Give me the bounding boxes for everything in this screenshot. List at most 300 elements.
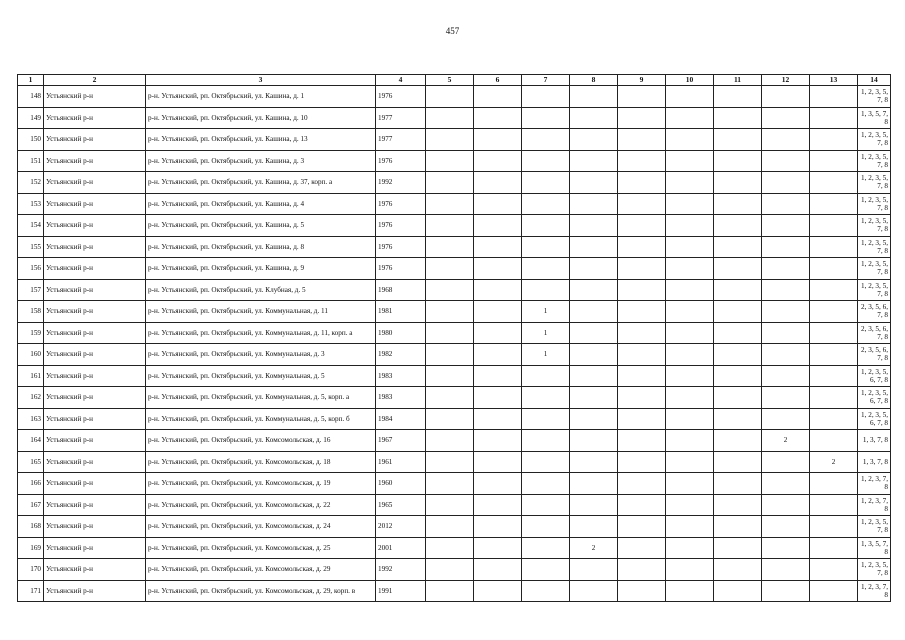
col11-cell bbox=[714, 365, 762, 387]
year-cell: 1980 bbox=[376, 322, 426, 344]
col8-cell bbox=[570, 129, 618, 151]
table-row bbox=[18, 559, 891, 581]
col8-cell: 2 bbox=[570, 537, 618, 559]
row-number-cell: 149 bbox=[18, 107, 44, 129]
col5-cell bbox=[426, 322, 474, 344]
col8-cell bbox=[570, 236, 618, 258]
col9-cell bbox=[618, 516, 666, 538]
col10-cell bbox=[666, 451, 714, 473]
col14-cell: 2, 3, 5, 6, 7, 8 bbox=[858, 301, 891, 323]
col10-cell bbox=[666, 580, 714, 602]
col10-cell bbox=[666, 129, 714, 151]
table-row bbox=[18, 537, 891, 559]
col10-cell bbox=[666, 344, 714, 366]
col6-cell bbox=[474, 86, 522, 108]
table-row bbox=[18, 473, 891, 495]
col10-cell bbox=[666, 236, 714, 258]
col7-cell bbox=[522, 494, 570, 516]
col10-cell bbox=[666, 301, 714, 323]
col13-cell bbox=[810, 172, 858, 194]
column-header: 10 bbox=[666, 75, 714, 86]
col6-cell bbox=[474, 580, 522, 602]
table-row bbox=[18, 344, 891, 366]
col14-cell: 1, 2, 3, 5, 7, 8 bbox=[858, 193, 891, 215]
col5-cell bbox=[426, 344, 474, 366]
year-cell: 1977 bbox=[376, 107, 426, 129]
col12-cell bbox=[762, 580, 810, 602]
col12-cell bbox=[762, 172, 810, 194]
district-cell: Устьянский р-н bbox=[44, 279, 146, 301]
col9-cell bbox=[618, 172, 666, 194]
col12-cell bbox=[762, 86, 810, 108]
address-cell: р-н. Устьянский, рп. Октябрьский, ул. Кашина, д. 10 bbox=[146, 107, 376, 129]
col14-cell: 1, 2, 3, 7, 8 bbox=[858, 494, 891, 516]
district-cell: Устьянский р-н bbox=[44, 408, 146, 430]
col12-cell bbox=[762, 279, 810, 301]
col13-cell bbox=[810, 387, 858, 409]
address-cell: р-н. Устьянский, рп. Октябрьский, ул. Кашина, д. 8 bbox=[146, 236, 376, 258]
district-cell: Устьянский р-н bbox=[44, 365, 146, 387]
col11-cell bbox=[714, 86, 762, 108]
col8-cell bbox=[570, 193, 618, 215]
col6-cell bbox=[474, 193, 522, 215]
district-cell: Устьянский р-н bbox=[44, 172, 146, 194]
col7-cell bbox=[522, 215, 570, 237]
col12-cell bbox=[762, 150, 810, 172]
col10-cell bbox=[666, 537, 714, 559]
col13-cell bbox=[810, 150, 858, 172]
column-header: 8 bbox=[570, 75, 618, 86]
col13-cell bbox=[810, 129, 858, 151]
col6-cell bbox=[474, 559, 522, 581]
col14-cell: 1, 3, 5, 7, 8 bbox=[858, 537, 891, 559]
col6-cell bbox=[474, 258, 522, 280]
col12-cell bbox=[762, 258, 810, 280]
district-cell: Устьянский р-н bbox=[44, 580, 146, 602]
col7-cell bbox=[522, 365, 570, 387]
housing-registry-table bbox=[17, 74, 891, 602]
col7-cell bbox=[522, 451, 570, 473]
column-header: 11 bbox=[714, 75, 762, 86]
year-cell: 1960 bbox=[376, 473, 426, 495]
address-cell: р-н. Устьянский, рп. Октябрьский, ул. Коммунальная, д. 5, корп. а bbox=[146, 387, 376, 409]
col14-cell: 1, 2, 3, 5, 7, 8 bbox=[858, 258, 891, 280]
district-cell: Устьянский р-н bbox=[44, 107, 146, 129]
table-row bbox=[18, 494, 891, 516]
year-cell: 2012 bbox=[376, 516, 426, 538]
table-row bbox=[18, 258, 891, 280]
column-header: 14 bbox=[858, 75, 891, 86]
col7-cell bbox=[522, 107, 570, 129]
col5-cell bbox=[426, 236, 474, 258]
year-cell: 1981 bbox=[376, 301, 426, 323]
col12-cell bbox=[762, 408, 810, 430]
col13-cell bbox=[810, 473, 858, 495]
col13-cell bbox=[810, 236, 858, 258]
row-number-cell: 161 bbox=[18, 365, 44, 387]
col8-cell bbox=[570, 322, 618, 344]
year-cell: 1992 bbox=[376, 172, 426, 194]
col6-cell bbox=[474, 387, 522, 409]
col9-cell bbox=[618, 559, 666, 581]
col11-cell bbox=[714, 322, 762, 344]
col5-cell bbox=[426, 215, 474, 237]
address-cell: р-н. Устьянский, рп. Октябрьский, ул. Коммунальная, д. 3 bbox=[146, 344, 376, 366]
col8-cell bbox=[570, 430, 618, 452]
col6-cell bbox=[474, 322, 522, 344]
col13-cell bbox=[810, 258, 858, 280]
col5-cell bbox=[426, 150, 474, 172]
col14-cell: 1, 2, 3, 5, 6, 7, 8 bbox=[858, 365, 891, 387]
col6-cell bbox=[474, 236, 522, 258]
col8-cell bbox=[570, 150, 618, 172]
col13-cell bbox=[810, 107, 858, 129]
col12-cell bbox=[762, 322, 810, 344]
row-number-cell: 153 bbox=[18, 193, 44, 215]
row-number-cell: 162 bbox=[18, 387, 44, 409]
col13-cell bbox=[810, 344, 858, 366]
col13-cell bbox=[810, 580, 858, 602]
col8-cell bbox=[570, 258, 618, 280]
col8-cell bbox=[570, 86, 618, 108]
row-number-cell: 166 bbox=[18, 473, 44, 495]
col8-cell bbox=[570, 172, 618, 194]
col12-cell bbox=[762, 215, 810, 237]
col7-cell bbox=[522, 236, 570, 258]
address-cell: р-н. Устьянский, рп. Октябрьский, ул. Комсомольская, д. 18 bbox=[146, 451, 376, 473]
district-cell: Устьянский р-н bbox=[44, 301, 146, 323]
col10-cell bbox=[666, 559, 714, 581]
district-cell: Устьянский р-н bbox=[44, 193, 146, 215]
col6-cell bbox=[474, 344, 522, 366]
col12-cell bbox=[762, 451, 810, 473]
col13-cell bbox=[810, 322, 858, 344]
col13-cell bbox=[810, 408, 858, 430]
col9-cell bbox=[618, 107, 666, 129]
column-header: 9 bbox=[618, 75, 666, 86]
col8-cell bbox=[570, 301, 618, 323]
address-cell: р-н. Устьянский, рп. Октябрьский, ул. Комсомольская, д. 16 bbox=[146, 430, 376, 452]
address-cell: р-н. Устьянский, рп. Октябрьский, ул. Комсомольская, д. 24 bbox=[146, 516, 376, 538]
address-cell: р-н. Устьянский, рп. Октябрьский, ул. Комсомольская, д. 19 bbox=[146, 473, 376, 495]
col8-cell bbox=[570, 473, 618, 495]
row-number-cell: 156 bbox=[18, 258, 44, 280]
col9-cell bbox=[618, 387, 666, 409]
col5-cell bbox=[426, 516, 474, 538]
col11-cell bbox=[714, 279, 762, 301]
column-header: 7 bbox=[522, 75, 570, 86]
district-cell: Устьянский р-н bbox=[44, 537, 146, 559]
col14-cell: 1, 2, 3, 5, 7, 8 bbox=[858, 86, 891, 108]
row-number-cell: 160 bbox=[18, 344, 44, 366]
col5-cell bbox=[426, 387, 474, 409]
table-row bbox=[18, 408, 891, 430]
col8-cell bbox=[570, 215, 618, 237]
col9-cell bbox=[618, 129, 666, 151]
row-number-cell: 168 bbox=[18, 516, 44, 538]
col11-cell bbox=[714, 451, 762, 473]
col9-cell bbox=[618, 258, 666, 280]
col9-cell bbox=[618, 193, 666, 215]
col11-cell bbox=[714, 516, 762, 538]
col10-cell bbox=[666, 150, 714, 172]
col5-cell bbox=[426, 473, 474, 495]
col14-cell: 1, 2, 3, 5, 7, 8 bbox=[858, 559, 891, 581]
table-row bbox=[18, 322, 891, 344]
col12-cell bbox=[762, 473, 810, 495]
address-cell: р-н. Устьянский, рп. Октябрьский, ул. Кашина, д. 1 bbox=[146, 86, 376, 108]
col13-cell bbox=[810, 516, 858, 538]
table-row bbox=[18, 86, 891, 108]
col14-cell: 1, 2, 3, 5, 7, 8 bbox=[858, 215, 891, 237]
district-cell: Устьянский р-н bbox=[44, 451, 146, 473]
table-body bbox=[18, 86, 891, 602]
district-cell: Устьянский р-н bbox=[44, 322, 146, 344]
col8-cell bbox=[570, 580, 618, 602]
col9-cell bbox=[618, 365, 666, 387]
address-cell: р-н. Устьянский, рп. Октябрьский, ул. Комсомольская, д. 25 bbox=[146, 537, 376, 559]
col14-cell: 1, 2, 3, 5, 7, 8 bbox=[858, 172, 891, 194]
year-cell: 1968 bbox=[376, 279, 426, 301]
col5-cell bbox=[426, 107, 474, 129]
col5-cell bbox=[426, 279, 474, 301]
col9-cell bbox=[618, 580, 666, 602]
year-cell: 1991 bbox=[376, 580, 426, 602]
table-row bbox=[18, 387, 891, 409]
table-row bbox=[18, 516, 891, 538]
col11-cell bbox=[714, 537, 762, 559]
col8-cell bbox=[570, 107, 618, 129]
col7-cell bbox=[522, 279, 570, 301]
col11-cell bbox=[714, 172, 762, 194]
col14-cell: 1, 2, 3, 5, 7, 8 bbox=[858, 236, 891, 258]
col11-cell bbox=[714, 258, 762, 280]
col11-cell bbox=[714, 129, 762, 151]
column-header: 1 bbox=[18, 75, 44, 86]
table-row bbox=[18, 107, 891, 129]
col10-cell bbox=[666, 494, 714, 516]
col13-cell bbox=[810, 494, 858, 516]
col5-cell bbox=[426, 258, 474, 280]
year-cell: 1984 bbox=[376, 408, 426, 430]
row-number-cell: 164 bbox=[18, 430, 44, 452]
col13-cell bbox=[810, 365, 858, 387]
col14-cell: 1, 2, 3, 5, 7, 8 bbox=[858, 279, 891, 301]
district-cell: Устьянский р-н bbox=[44, 86, 146, 108]
table-row bbox=[18, 215, 891, 237]
table-row bbox=[18, 236, 891, 258]
col14-cell: 1, 3, 7, 8 bbox=[858, 451, 891, 473]
col7-cell bbox=[522, 408, 570, 430]
col7-cell bbox=[522, 172, 570, 194]
col10-cell bbox=[666, 107, 714, 129]
col12-cell bbox=[762, 537, 810, 559]
district-cell: Устьянский р-н bbox=[44, 494, 146, 516]
col6-cell bbox=[474, 494, 522, 516]
col12-cell bbox=[762, 559, 810, 581]
col5-cell bbox=[426, 580, 474, 602]
col9-cell bbox=[618, 279, 666, 301]
col5-cell bbox=[426, 430, 474, 452]
col10-cell bbox=[666, 365, 714, 387]
col9-cell bbox=[618, 215, 666, 237]
year-cell: 1983 bbox=[376, 365, 426, 387]
row-number-cell: 158 bbox=[18, 301, 44, 323]
year-cell: 1976 bbox=[376, 86, 426, 108]
col8-cell bbox=[570, 344, 618, 366]
address-cell: р-н. Устьянский, рп. Октябрьский, ул. Комсомольская, д. 29 bbox=[146, 559, 376, 581]
row-number-cell: 163 bbox=[18, 408, 44, 430]
col12-cell bbox=[762, 344, 810, 366]
address-cell: р-н. Устьянский, рп. Октябрьский, ул. Коммунальная, д. 5 bbox=[146, 365, 376, 387]
row-number-cell: 171 bbox=[18, 580, 44, 602]
col11-cell bbox=[714, 150, 762, 172]
col9-cell bbox=[618, 430, 666, 452]
col14-cell: 1, 2, 3, 7, 8 bbox=[858, 580, 891, 602]
col8-cell bbox=[570, 387, 618, 409]
row-number-cell: 170 bbox=[18, 559, 44, 581]
row-number-cell: 152 bbox=[18, 172, 44, 194]
col14-cell: 1, 2, 3, 5, 7, 8 bbox=[858, 150, 891, 172]
col13-cell bbox=[810, 559, 858, 581]
year-cell: 1976 bbox=[376, 236, 426, 258]
district-cell: Устьянский р-н bbox=[44, 344, 146, 366]
year-cell: 1965 bbox=[376, 494, 426, 516]
col9-cell bbox=[618, 86, 666, 108]
col10-cell bbox=[666, 430, 714, 452]
col5-cell bbox=[426, 172, 474, 194]
col6-cell bbox=[474, 301, 522, 323]
district-cell: Устьянский р-н bbox=[44, 215, 146, 237]
col11-cell bbox=[714, 473, 762, 495]
col13-cell bbox=[810, 430, 858, 452]
col5-cell bbox=[426, 365, 474, 387]
col9-cell bbox=[618, 301, 666, 323]
district-cell: Устьянский р-н bbox=[44, 473, 146, 495]
col9-cell bbox=[618, 537, 666, 559]
column-header: 2 bbox=[44, 75, 146, 86]
col12-cell bbox=[762, 301, 810, 323]
col14-cell: 1, 2, 3, 5, 7, 8 bbox=[858, 516, 891, 538]
col14-cell: 2, 3, 5, 6, 7, 8 bbox=[858, 322, 891, 344]
col10-cell bbox=[666, 408, 714, 430]
col7-cell: 1 bbox=[522, 322, 570, 344]
col9-cell bbox=[618, 322, 666, 344]
year-cell: 1976 bbox=[376, 258, 426, 280]
col6-cell bbox=[474, 215, 522, 237]
page-number: 457 bbox=[445, 26, 460, 36]
col7-cell bbox=[522, 473, 570, 495]
col11-cell bbox=[714, 430, 762, 452]
col10-cell bbox=[666, 215, 714, 237]
district-cell: Устьянский р-н bbox=[44, 150, 146, 172]
col14-cell: 1, 2, 3, 5, 7, 8 bbox=[858, 129, 891, 151]
col7-cell bbox=[522, 537, 570, 559]
col8-cell bbox=[570, 408, 618, 430]
col7-cell bbox=[522, 150, 570, 172]
row-number-cell: 151 bbox=[18, 150, 44, 172]
col12-cell bbox=[762, 365, 810, 387]
col12-cell bbox=[762, 494, 810, 516]
col11-cell bbox=[714, 193, 762, 215]
col14-cell: 1, 2, 3, 7, 8 bbox=[858, 473, 891, 495]
col7-cell bbox=[522, 430, 570, 452]
col11-cell bbox=[714, 408, 762, 430]
col8-cell bbox=[570, 516, 618, 538]
row-number-cell: 169 bbox=[18, 537, 44, 559]
col6-cell bbox=[474, 150, 522, 172]
table-row bbox=[18, 279, 891, 301]
district-cell: Устьянский р-н bbox=[44, 430, 146, 452]
col7-cell bbox=[522, 387, 570, 409]
address-cell: р-н. Устьянский, рп. Октябрьский, ул. Кашина, д. 3 bbox=[146, 150, 376, 172]
column-header: 13 bbox=[810, 75, 858, 86]
col7-cell bbox=[522, 193, 570, 215]
col5-cell bbox=[426, 537, 474, 559]
col11-cell bbox=[714, 301, 762, 323]
year-cell: 1976 bbox=[376, 150, 426, 172]
col12-cell bbox=[762, 387, 810, 409]
col8-cell bbox=[570, 494, 618, 516]
col13-cell bbox=[810, 215, 858, 237]
year-cell: 1976 bbox=[376, 193, 426, 215]
district-cell: Устьянский р-н bbox=[44, 258, 146, 280]
column-header: 4 bbox=[376, 75, 426, 86]
col5-cell bbox=[426, 193, 474, 215]
row-number-cell: 167 bbox=[18, 494, 44, 516]
address-cell: р-н. Устьянский, рп. Октябрьский, ул. Коммунальная, д. 11, корп. а bbox=[146, 322, 376, 344]
address-cell: р-н. Устьянский, рп. Октябрьский, ул. Кашина, д. 4 bbox=[146, 193, 376, 215]
district-cell: Устьянский р-н bbox=[44, 236, 146, 258]
col8-cell bbox=[570, 559, 618, 581]
year-cell: 1961 bbox=[376, 451, 426, 473]
col6-cell bbox=[474, 516, 522, 538]
year-cell: 1967 bbox=[376, 430, 426, 452]
col7-cell: 1 bbox=[522, 344, 570, 366]
table-row bbox=[18, 430, 891, 452]
column-header: 6 bbox=[474, 75, 522, 86]
col14-cell: 1, 2, 3, 5, 6, 7, 8 bbox=[858, 387, 891, 409]
address-cell: р-н. Устьянский, рп. Октябрьский, ул. Кашина, д. 37, корп. а bbox=[146, 172, 376, 194]
col11-cell bbox=[714, 494, 762, 516]
address-cell: р-н. Устьянский, рп. Октябрьский, ул. Комсомольская, д. 29, корп. в bbox=[146, 580, 376, 602]
address-cell: р-н. Устьянский, рп. Октябрьский, ул. Кашина, д. 9 bbox=[146, 258, 376, 280]
col6-cell bbox=[474, 129, 522, 151]
row-number-cell: 157 bbox=[18, 279, 44, 301]
district-cell: Устьянский р-н bbox=[44, 387, 146, 409]
column-header: 3 bbox=[146, 75, 376, 86]
row-number-cell: 150 bbox=[18, 129, 44, 151]
col10-cell bbox=[666, 193, 714, 215]
col12-cell bbox=[762, 236, 810, 258]
district-cell: Устьянский р-н bbox=[44, 129, 146, 151]
col9-cell bbox=[618, 494, 666, 516]
col6-cell bbox=[474, 451, 522, 473]
col7-cell bbox=[522, 86, 570, 108]
address-cell: р-н. Устьянский, рп. Октябрьский, ул. Комсомольская, д. 22 bbox=[146, 494, 376, 516]
col11-cell bbox=[714, 559, 762, 581]
col11-cell bbox=[714, 215, 762, 237]
table-row bbox=[18, 365, 891, 387]
district-cell: Устьянский р-н bbox=[44, 516, 146, 538]
row-number-cell: 155 bbox=[18, 236, 44, 258]
table-row bbox=[18, 193, 891, 215]
col7-cell: 1 bbox=[522, 301, 570, 323]
col8-cell bbox=[570, 451, 618, 473]
row-number-cell: 154 bbox=[18, 215, 44, 237]
col12-cell bbox=[762, 107, 810, 129]
col13-cell: 2 bbox=[810, 451, 858, 473]
